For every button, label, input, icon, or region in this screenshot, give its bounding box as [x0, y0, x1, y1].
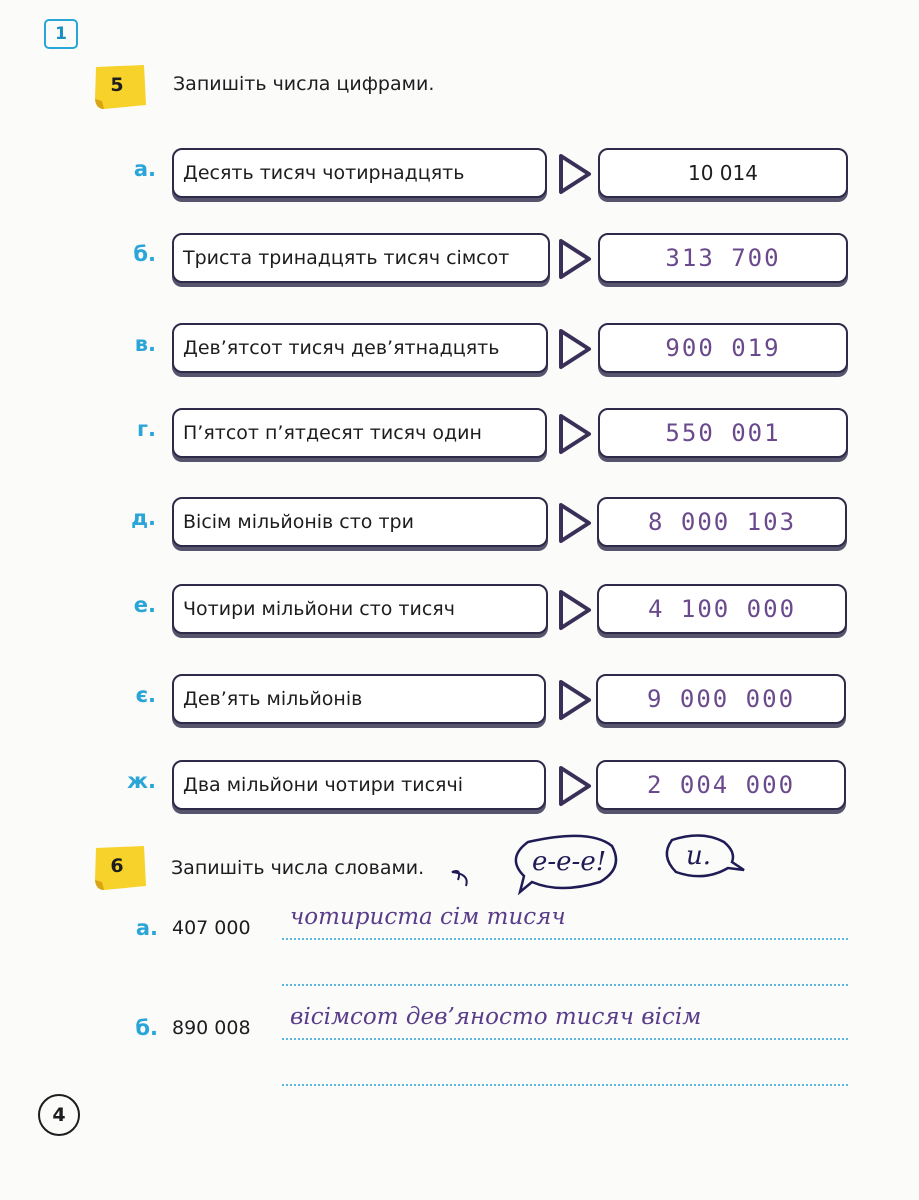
number-words-box: П’ятсот п’ятдесят тисяч один	[172, 408, 547, 458]
task-6-number: 6	[110, 855, 124, 877]
arrow-right-icon	[556, 501, 594, 545]
arrow-right-icon	[556, 412, 594, 456]
page-number: 4	[38, 1094, 80, 1136]
writing-line	[282, 1038, 848, 1040]
row-letter: г.	[137, 417, 156, 441]
answer-field[interactable]: 9 000 000	[596, 674, 846, 724]
task-5-badge	[90, 63, 144, 107]
row-letter: а.	[133, 157, 156, 181]
arrow-right-icon	[556, 764, 594, 808]
row-letter: б.	[133, 242, 156, 266]
answer-field[interactable]: 2 004 000	[596, 760, 846, 810]
speech-bubble-text-2: и.	[686, 841, 712, 871]
arrow-right-icon	[556, 237, 594, 281]
item-number: 890 008	[172, 1017, 251, 1039]
row-letter: е.	[133, 593, 156, 617]
speech-bubble-text-1: е-е-е!	[532, 847, 607, 877]
answer-field[interactable]: 8 000 103	[597, 497, 847, 547]
answer-field[interactable]: 10 014	[598, 148, 848, 198]
number-words-box: Два мільйони чотири тисячі	[172, 760, 546, 810]
answer-field[interactable]: 4 100 000	[597, 584, 847, 634]
item-number: 407 000	[172, 917, 251, 939]
number-words-box: Дев’ятсот тисяч дев’ятнадцять	[172, 323, 548, 373]
row-letter: ж.	[127, 769, 156, 793]
answer-field[interactable]: 550 001	[598, 408, 848, 458]
number-words-box: Дев’ять мільйонів	[172, 674, 546, 724]
item-letter: б.	[135, 1016, 158, 1040]
number-words-box: Вісім мільйонів сто три	[172, 497, 548, 547]
number-words-box: Чотири мільйони сто тисяч	[172, 584, 548, 634]
writing-line	[282, 984, 848, 986]
task-6-badge	[90, 844, 144, 888]
item-letter: а.	[135, 916, 158, 940]
number-words-box: Триста тринадцять тисяч сімсот	[172, 233, 550, 283]
page-tag: 1	[44, 19, 78, 49]
arrow-right-icon	[556, 678, 594, 722]
row-letter: д.	[131, 506, 156, 530]
written-answer[interactable]: вісімсот дев’яносто тисяч вісім	[290, 1004, 702, 1030]
answer-field[interactable]: 900 019	[598, 323, 848, 373]
written-answer[interactable]: чотириста сім тисяч	[290, 904, 566, 930]
row-letter: є.	[135, 683, 156, 707]
task-5-number: 5	[110, 74, 124, 96]
number-words-box: Десять тисяч чотирнадцять	[172, 148, 547, 198]
row-letter: в.	[134, 332, 156, 356]
arrow-right-icon	[556, 152, 594, 196]
task-6-title: Запишіть числа словами.	[171, 857, 425, 879]
task-5-title: Запишіть числа цифрами.	[173, 73, 435, 95]
speech-bubble-doodle	[440, 828, 750, 900]
arrow-right-icon	[556, 588, 594, 632]
arrow-right-icon	[556, 327, 594, 371]
writing-line	[282, 1084, 848, 1086]
answer-field[interactable]: 313 700	[598, 233, 848, 283]
writing-line	[282, 938, 848, 940]
